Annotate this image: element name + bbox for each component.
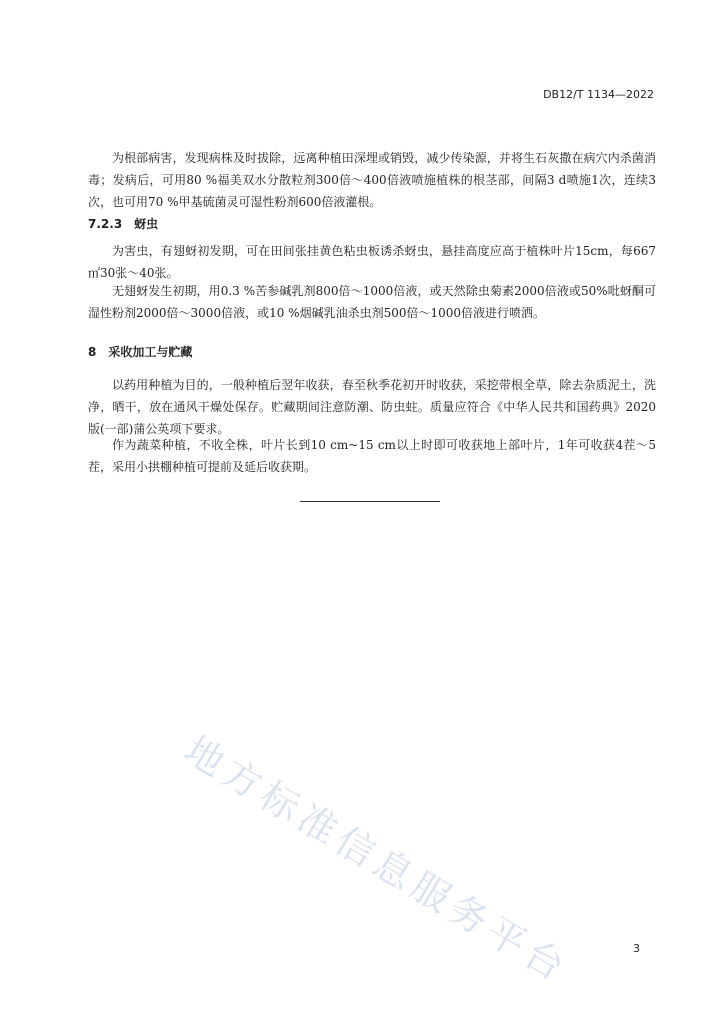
section-title: 采收加工与贮藏 <box>108 345 193 359</box>
section-heading-harvest <box>88 343 192 360</box>
paragraph-harvest-2: 作为蔬菜种植，不收全株，叶片长到10 cm~15 cm以上时即可收获地上部叶片，1年可收获4茬～5茬，采用小拱棚种植可提前及延后收获期。 <box>88 438 656 474</box>
paragraph-aphid-2: 无翅蚜发生初期，用0.3 %苦参碱乳剂800倍～1000倍液，或天然除虫菊素2000倍液或50%吡蚜酮可湿性粉剂2000倍～3000倍液，或10 %烟碱乳油杀虫剂500倍～1000倍液进行喷洒。 <box>88 284 656 320</box>
section-heading-aphid <box>88 215 158 232</box>
page-number: 3 <box>633 942 640 955</box>
paragraph-harvest-1: 以药用种植为目的，一般种植后翌年收获，春至秋季花初开时收获，采挖带根全草，除去杂质泥土，洗净，晒干，放在通风干燥处保存。贮藏期间注意防潮、防虫蛀。质量应符合《中华人民共和国药典》2020版(一部)蒲公英项下要求。 <box>88 378 656 436</box>
section-number: 7.2.3 <box>88 217 123 231</box>
section-title: 蚜虫 <box>134 217 159 231</box>
watermark: 地方标准信息服务平台 <box>176 727 577 992</box>
paragraph-aphid-1: 为害虫，有翅蚜初发期，可在田间张挂黄色粘虫板诱杀蚜虫，悬挂高度应高于植株叶片15cm，每667㎡30张～40张。 <box>88 244 656 280</box>
document-code: DB12/T 1134—2022 <box>543 88 654 101</box>
paragraph-root-disease: 为根部病害，发现病株及时拔除，远离种植田深埋或销毁，减少传染源，并将生石灰撒在病穴内杀菌消毒；发病后，可用80 %福美双水分散粒剂300倍～400倍液喷施植株的根茎部，间隔3 d喷施1次，连续3次，也可用70 %甲基硫菌灵可湿性粉剂600倍液灌根。 <box>88 151 656 209</box>
end-rule <box>300 501 440 502</box>
section-number: 8 <box>88 345 97 359</box>
